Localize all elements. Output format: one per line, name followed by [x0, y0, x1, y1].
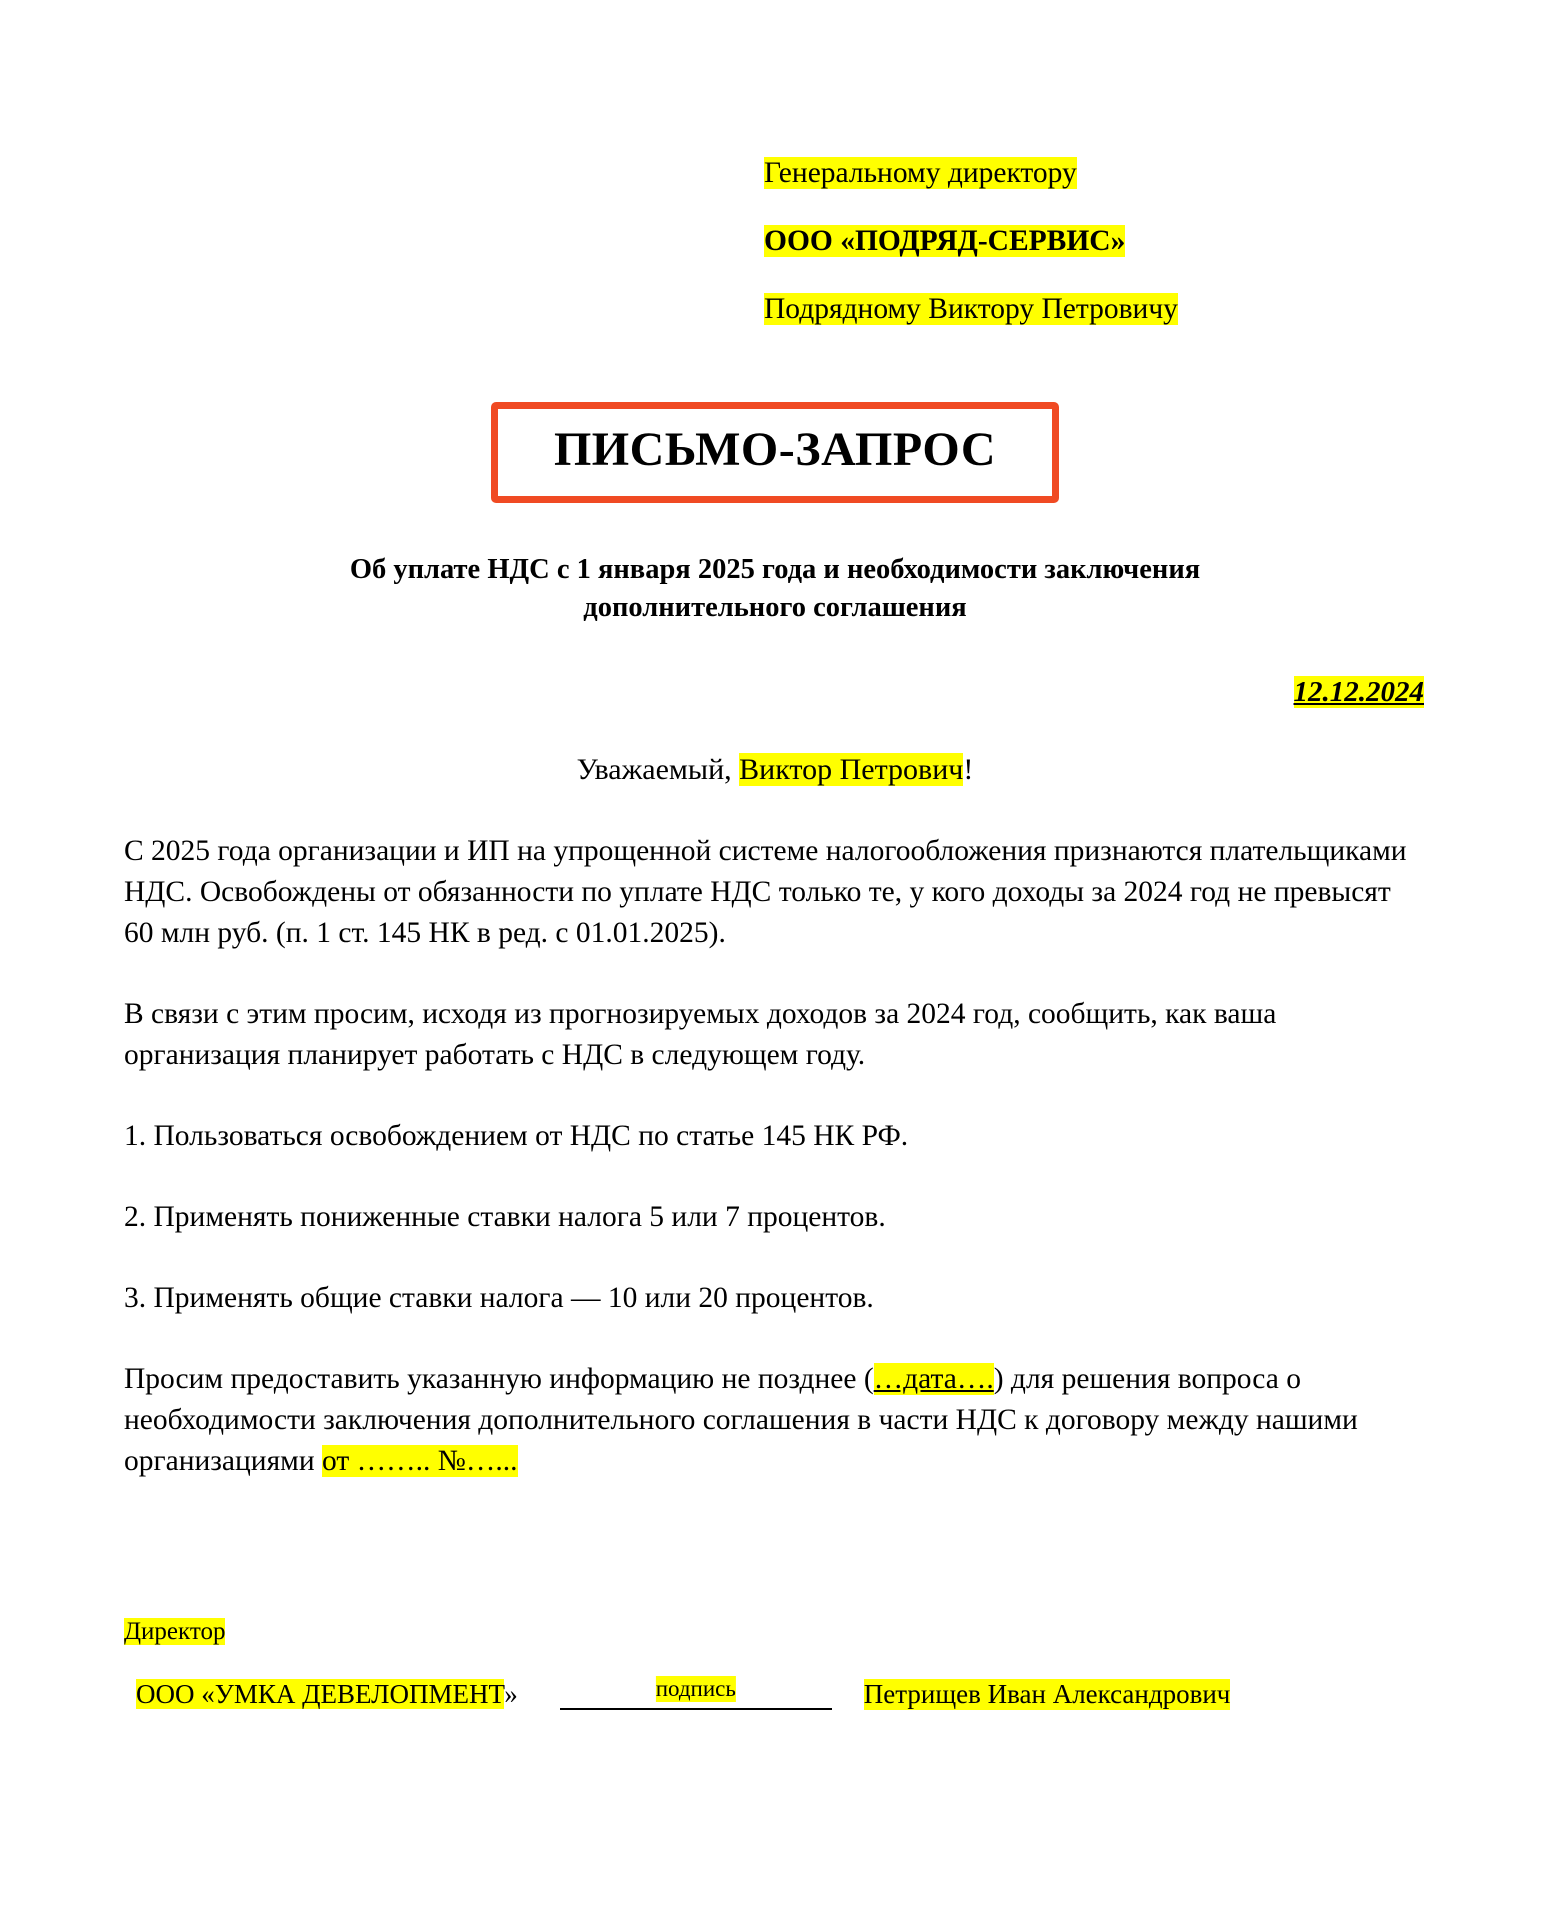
- signature-line: [124, 1676, 1426, 1710]
- addressee-person-text: Подрядному Виктору Петровичу: [764, 292, 1178, 325]
- subtitle-line-2: дополнительного соглашения: [583, 591, 967, 623]
- greeting-name: Виктор Петрович: [739, 753, 964, 787]
- placeholder-contract-number: от …….. №…...: [322, 1445, 518, 1478]
- signature-company: ООО «УМКА ДЕВЕЛОПМЕНТ: [136, 1679, 505, 1710]
- greeting-line: [124, 753, 1426, 787]
- signature-underline: [560, 1708, 832, 1710]
- signature-label: подпись: [655, 1676, 736, 1702]
- final-paragraph-part-1: Просим предоставить указанную информацию не позднее (: [124, 1363, 874, 1396]
- signature-rule: [560, 1676, 832, 1710]
- body-paragraph-1: С 2025 года организации и ИП на упрощенной системе налогообложения признаются плательщиками НДС. Освобождены от обязанности по уплате НДС только те, у кого доходы за 2024 год не превысят 60 млн руб. (п. 1 ст. 145 НК в ред. с 01.01.2025).: [124, 835, 1407, 950]
- body-paragraph-2: В связи с этим просим, исходя из прогнозируемых доходов за 2024 год, сообщить, как ваша организация планирует работать с НДС в следующем году.: [124, 998, 1277, 1072]
- greeting-prefix: Уважаемый,: [576, 753, 740, 787]
- signatory-name: Петрищев Иван Александрович: [863, 1679, 1231, 1710]
- greeting-suffix: !: [963, 753, 974, 787]
- page-title: ПИСЬМО-ЗАПРОС: [553, 422, 997, 476]
- addressee-person-line: [764, 294, 1426, 325]
- addressee-role-line: [764, 158, 1426, 189]
- addressee-block: [124, 0, 1426, 325]
- signature-company-close-quote: »: [504, 1679, 518, 1710]
- signature-role-line: [124, 1618, 1426, 1646]
- body-paragraph-final: [124, 1359, 1426, 1482]
- letter-body: [124, 831, 1426, 1482]
- signature-company-wrapper: [136, 1679, 518, 1710]
- body-list-item-2: 2. Применять пониженные ставки налога 5 или 7 процентов.: [124, 1201, 886, 1234]
- body-list-item-3: 3. Применять общие ставки налога — 10 или 20 процентов.: [124, 1282, 874, 1315]
- placeholder-date: …дата….: [873, 1363, 994, 1396]
- document-title-wrapper: [124, 402, 1426, 503]
- document-date-row: [124, 676, 1426, 709]
- addressee-company-line: [764, 226, 1426, 257]
- addressee-company-text: ООО «ПОДРЯД-СЕРВИС»: [764, 224, 1126, 257]
- addressee-role-text: Генеральному директору: [764, 157, 1077, 189]
- signature-role: Директор: [124, 1618, 226, 1646]
- document-date: 12.12.2024: [1293, 676, 1424, 709]
- document-subtitle: [124, 551, 1426, 626]
- body-list-item-1: 1. Пользоваться освобождением от НДС по статье 145 НК РФ.: [124, 1120, 909, 1153]
- subtitle-line-1: Об уплате НДС с 1 января 2025 года и необходимости заключения: [349, 553, 1201, 585]
- document-title-box: [491, 402, 1059, 503]
- final-paragraph-part-2: ) для решения вопроса о необходимости заключения дополнительного соглашения в части НДС к договору между нашими организациями: [124, 1363, 1358, 1478]
